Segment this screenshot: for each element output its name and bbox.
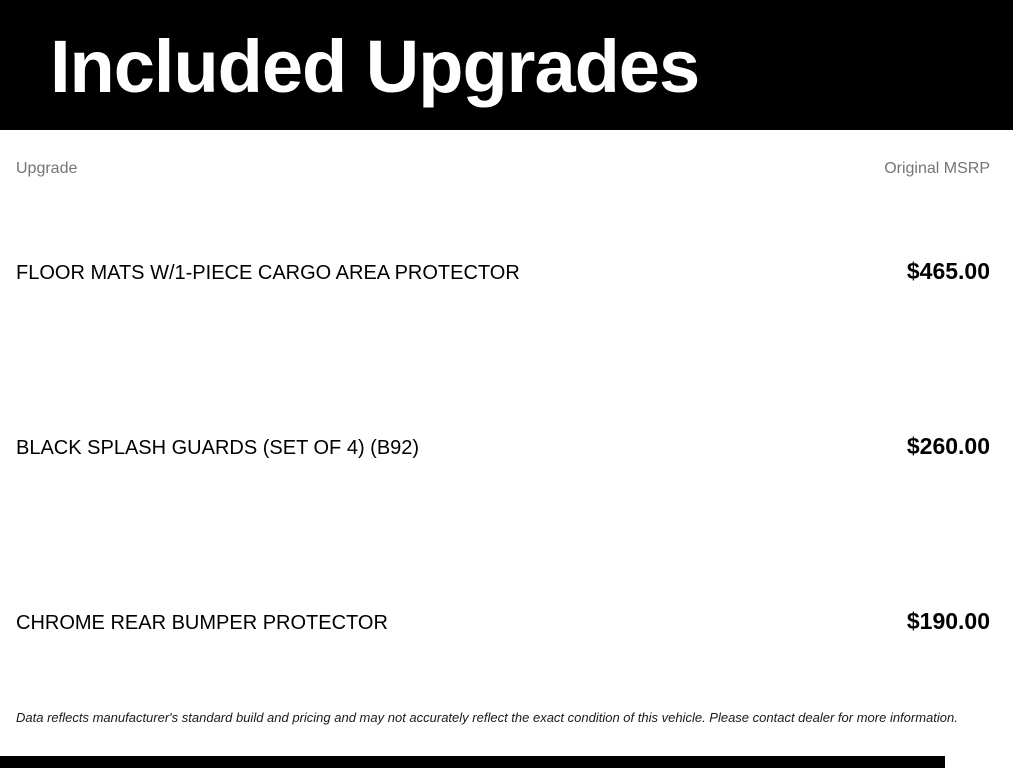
upgrade-name: BLACK SPLASH GUARDS (SET OF 4) (B92) xyxy=(16,437,420,459)
column-label-original-msrp: Original MSRP xyxy=(884,160,990,177)
upgrade-name: CHROME REAR BUMPER PROTECTOR xyxy=(16,612,388,634)
upgrade-msrp: $190.00 xyxy=(906,608,990,634)
upgrade-msrp: $465.00 xyxy=(906,258,990,284)
bottom-divider-bar xyxy=(0,756,945,768)
upgrade-row xyxy=(16,258,990,286)
column-label-upgrade: Upgrade xyxy=(16,160,78,177)
upgrade-name: FLOOR MATS W/1-PIECE CARGO AREA PROTECTOR xyxy=(16,262,520,284)
included-upgrades-banner xyxy=(0,0,1013,130)
upgrade-row xyxy=(16,608,990,636)
table-column-header xyxy=(16,159,990,179)
upgrade-msrp: $260.00 xyxy=(906,433,990,459)
disclaimer-text: Data reflects manufacturer's standard build and pricing and may not accurately reflect the exact condition of this vehicle. Please contact dealer for more information. xyxy=(16,710,958,725)
upgrade-row xyxy=(16,433,990,461)
page-title: Included Upgrades xyxy=(50,25,700,108)
